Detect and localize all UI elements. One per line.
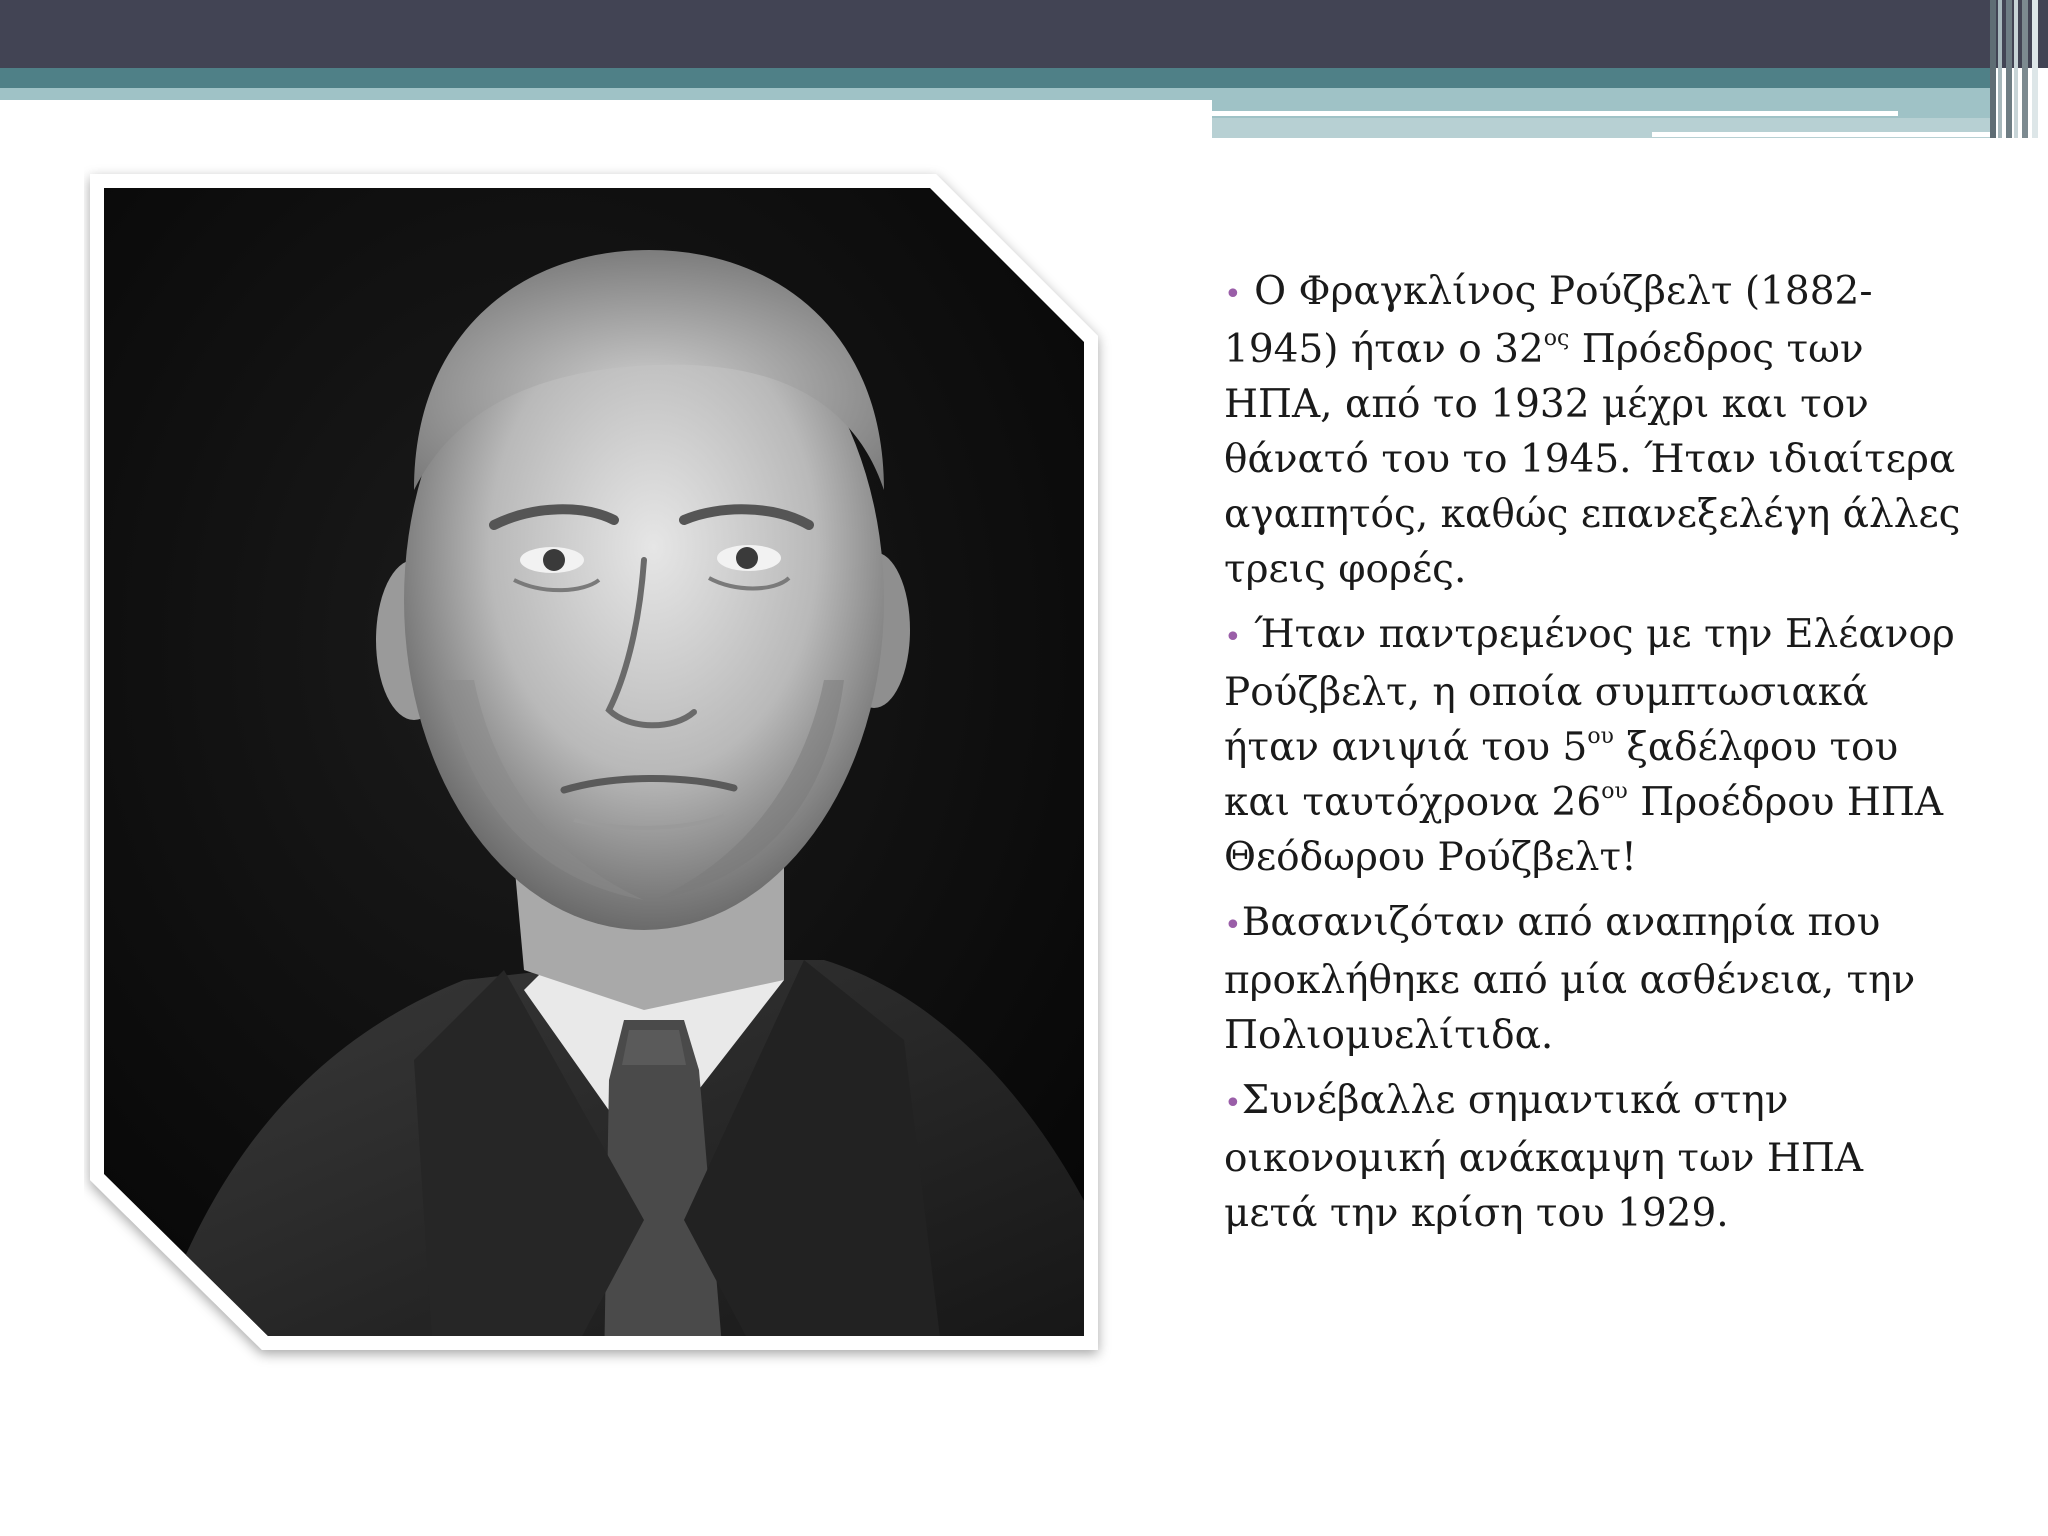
list-item	[1224, 1073, 1964, 1241]
bullet-text: Ήταν παντρεμένος με την Ελέανορ Ρούζβελτ, η οποία συμπτωσιακά ήταν ανιψιά του 5	[1224, 612, 1955, 770]
superscript: ος	[1543, 326, 1570, 351]
header-light-teal-bar	[0, 88, 1990, 100]
bullet-text: Ο Φραγκλίνος Ρούζβελτ (1882-1945) ήταν ο 32	[1224, 269, 1873, 372]
bullet-text: ξαδέλφου του και ταυτόχρονα 26	[1224, 725, 1899, 825]
bullet-text: Πρόεδρος των ΗΠΑ, από το 1932 μέχρι και τον θάνατό του το 1945. Ήταν ιδιαίτερα αγαπητός, καθώς επανεξελέγη άλλες τρεις φορές.	[1224, 327, 1961, 592]
portrait-photo	[84, 160, 1114, 1370]
header-vertical-stripe	[2032, 0, 2038, 138]
bullet-text: Προέδρου ΗΠΑ Θεόδωρου Ρούζβελτ!	[1224, 780, 1944, 880]
header-dark-bar	[0, 0, 2048, 68]
bullet-text: Συνέβαλλε σημαντικά στην οικονομική ανάκαμψη των ΗΠΑ μετά την κρίση του 1929.	[1224, 1078, 1864, 1236]
superscript: ου	[1601, 779, 1628, 804]
header-vertical-stripe	[1998, 0, 2002, 138]
list-item	[1224, 895, 1964, 1063]
bullet-list	[1224, 264, 1964, 1251]
bullet-icon: •	[1224, 620, 1242, 655]
header-white-rule	[1212, 111, 1898, 116]
header-vertical-stripe	[1990, 0, 1996, 138]
header-teal-bar	[0, 68, 1990, 88]
header-white-rule-short	[1652, 132, 1990, 137]
bullet-icon: •	[1224, 908, 1242, 943]
bullet-icon: •	[1224, 277, 1242, 312]
header-vertical-stripe	[2022, 0, 2028, 138]
header-vertical-stripe	[2014, 0, 2018, 138]
header-vertical-stripe	[2006, 0, 2012, 138]
list-item	[1224, 607, 1964, 885]
bullet-icon: •	[1224, 1086, 1242, 1121]
bullet-text: Βασανιζόταν από αναπηρία που προκλήθηκε από μία ασθένεια, την Πολιομυελίτιδα.	[1224, 900, 1916, 1058]
list-item	[1224, 264, 1964, 597]
superscript: ου	[1587, 724, 1614, 749]
